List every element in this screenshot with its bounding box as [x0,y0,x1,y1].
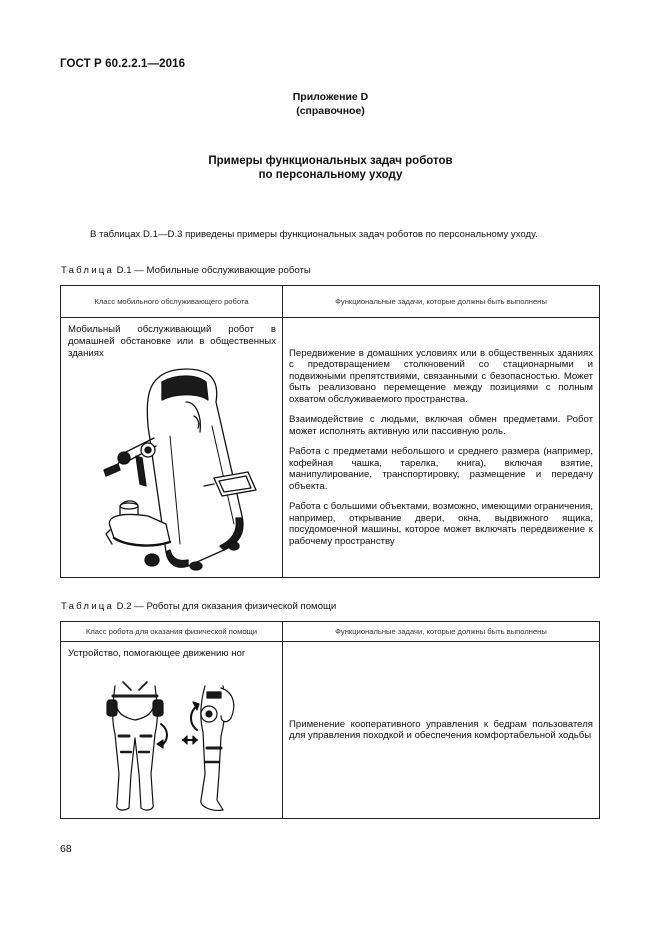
table2-class-cell [61,642,283,819]
annex-heading [0,90,661,118]
table1-col1-header: Класс мобильного обслуживающего робота [61,286,283,318]
table1-caption-label: Таблица [61,265,115,276]
table2-caption-label: Таблица [61,601,115,612]
section-title-line1: Примеры функциональных задач роботов [208,155,453,167]
section-title-line2: по персональному уходу [258,169,403,181]
table1-caption-text: D.1 — Мобильные обслуживающие роботы [114,265,311,276]
table1-task-4: Работа с большими объектами, возможно, имеющими ограничения, например, открывание двери, окна, выдвижного ящика, посудомоечной машины, которое может включать передвижение к рабочему пространству [289,501,593,547]
table1-task-2: Взаимодействие с людьми, включая обмен предметами. Робот может исполнять активную или пассивную роль. [289,414,593,437]
table2-col2-header: Функциональные задачи, которые должны быть выполнены [283,622,600,642]
section-title [0,154,661,182]
table1-caption [61,265,311,276]
table2-caption-text: D.2 — Роботы для оказания физической помощи [114,601,337,612]
document-code: ГОСТ Р 60.2.2.1—2016 [60,58,186,70]
table1-task-3: Работа с предметами небольшого и среднего размера (например, кофейная чашка, тарелка, книга), включая взятие, манипулирование, транспортировку, размещение и передачу объекта. [289,446,593,492]
table2-col1-header: Класс робота для оказания физической помощи [61,622,283,642]
page-number: 68 [60,843,72,855]
walking-assist-illustration [101,678,251,818]
table2-row-class: Устройство, помогающее движению ног [68,648,246,659]
annex-title: Приложение D [292,91,369,103]
table1-class-cell [61,318,283,578]
table-d1 [60,285,600,578]
table1-col2-header: Функциональные задачи, которые должны быть выполнены [283,286,600,318]
table-d2 [60,621,600,819]
table1-row-class: Мобильный обслуживающий робот в домашней обстановке или в общественных зданиях [68,324,276,359]
table2-task-cell [283,642,600,819]
annex-status: (справочное) [296,105,365,117]
table2-caption [61,601,336,612]
intro-paragraph: В таблицах D.1—D.3 приведены примеры функциональных задач роботов по персональному уходу. [90,229,538,240]
table1-tasks-cell [283,318,600,578]
mobile-robot-illustration [96,366,276,571]
table1-task-1: Передвижение в домашних условиях или в общественных зданиях с предотвращением столкновений со стационарными и подвижными препятствиями, связанными с безопасностью. Может быть реализовано перемещение между позициями с полным охватом обслуживаемого пространства. [289,347,593,405]
table2-task: Применение кооперативного управления к бедрам пользователя для управления походкой и обеспечения комфортабельной ходьбы [289,718,593,741]
